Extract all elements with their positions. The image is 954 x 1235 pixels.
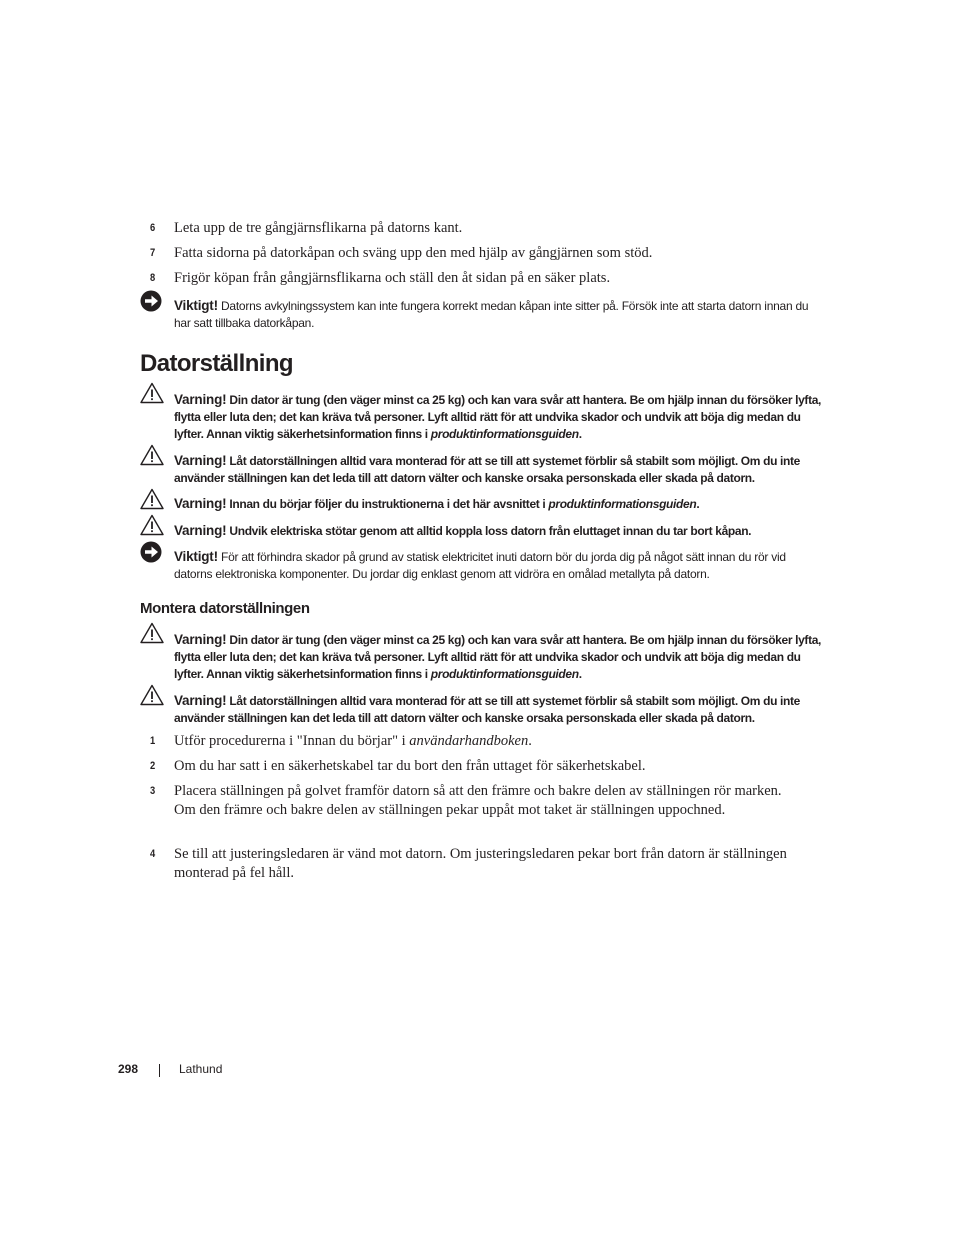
notice-body: För att förhindra skador på grund av statisk elektricitet inuti datorn bör du jorda dig på något sätt innan du rör vid datorns elektroniska komponenter. Du jordar dig enklast genom att vidröra en omålad metallyta på datorn. — [174, 550, 786, 581]
step-text: Om du har satt i en säkerhetskabel tar du bort den från uttaget för säkerhetskabel. — [174, 758, 646, 774]
notice-lead: Viktigt! — [174, 298, 218, 313]
warning-text — [174, 631, 822, 683]
section-title: Datorställning — [140, 350, 293, 377]
warning-text — [174, 692, 822, 727]
warning-italic-ref: produktinformationsguiden — [548, 497, 697, 511]
warning-text — [174, 495, 822, 513]
warning-triangle-icon — [140, 622, 164, 644]
warning-triangle-icon — [140, 514, 164, 536]
warning-lead: Varning! — [174, 693, 227, 708]
step-number: 1 — [150, 735, 156, 747]
step-number: 7 — [150, 247, 156, 259]
notice-icon — [140, 541, 164, 563]
warning-triangle-icon — [140, 488, 164, 510]
warning-text — [174, 452, 822, 487]
warning-italic-ref: produktinformationsguiden — [430, 667, 579, 681]
notice-lead: Viktigt! — [174, 549, 218, 564]
step-text: Fatta sidorna på datorkåpan och sväng upp den med hjälp av gångjärnen som stöd. — [174, 245, 653, 261]
notice-text — [174, 548, 822, 583]
warning-body: Låt datorställningen alltid vara monterad för att se till att systemet förblir så stabilt som möjligt. Om du inte använder ställningen kan det leda till att datorn välter och kanske orsaka personskada eller skada på datorn. — [174, 694, 800, 725]
step-number: 2 — [150, 760, 156, 772]
warning-lead: Varning! — [174, 523, 227, 538]
step-text: Placera ställningen på golvet framför datorn så att den främre och bakre delen av ställningen rör marken. Om den främre och bakre delen av ställningen pekar uppåt mot taket är ställningen uppochned. — [174, 783, 782, 818]
step-number: 6 — [150, 222, 156, 234]
notice-body: Datorns avkylningssystem kan inte fungera korrekt medan kåpan inte sitter på. Försök inte att starta datorn innan du har satt tillbaka datorkåpan. — [174, 299, 809, 330]
footer-divider — [159, 1064, 160, 1077]
warning-tail: . — [696, 497, 700, 511]
subsection-title: Montera datorställningen — [140, 600, 310, 617]
warning-body: Din dator är tung (den väger minst ca 25 kg) och kan vara svår att hantera. Be om hjälp innan du försöker lyfta, flytta eller luta den; det kan kräva två personer. Lyft alltid rätt för att undvika skador och undvik att böja dig medan du lyfter. Annan viktig säkerhetsinformation finns i — [174, 393, 822, 441]
warning-triangle-icon — [140, 382, 164, 404]
warning-body: Din dator är tung (den väger minst ca 25 kg) och kan vara svår att hantera. Be om hjälp innan du försöker lyfta, flytta eller luta den; det kan kräva två personer. Lyft alltid rätt för att undvika skador och undvik att böja dig medan du lyfter. Annan viktig säkerhetsinformation finns i — [174, 633, 822, 681]
warning-lead: Varning! — [174, 496, 227, 511]
step-text: Se till att justeringsledaren är vänd mot datorn. Om justeringsledaren pekar bort från datorn är ställningen monterad på fel håll. — [174, 846, 787, 881]
warning-body: Innan du börjar följer du instruktionerna i det här avsnittet i — [229, 497, 546, 511]
warning-body: Låt datorställningen alltid vara monterad för att se till att systemet förblir så stabilt som möjligt. Om du inte använder ställningen kan det leda till att datorn välter och kanske orsaka personskada eller skada på datorn. — [174, 454, 800, 485]
footer-label: Lathund — [179, 1062, 223, 1076]
notice-icon — [140, 290, 164, 312]
warning-italic-ref: produktinformationsguiden — [430, 427, 579, 441]
step-italic-ref: användarhandboken — [409, 733, 529, 749]
warning-text — [174, 522, 822, 540]
step-number: 8 — [150, 272, 156, 284]
warning-lead: Varning! — [174, 453, 227, 468]
warning-body: Undvik elektriska stötar genom att alltid koppla loss datorn från eluttaget innan du tar bort kåpan. — [229, 524, 752, 538]
step-text: Leta upp de tre gångjärnsflikarna på datorns kant. — [174, 220, 463, 236]
step-tail: . — [528, 733, 532, 749]
warning-text — [174, 391, 822, 443]
step-number: 4 — [150, 848, 156, 860]
notice-text — [174, 297, 822, 332]
page-number: 298 — [118, 1062, 139, 1076]
warning-lead: Varning! — [174, 392, 227, 407]
step-body: Utför procedurerna i "Innan du börjar" i — [174, 733, 406, 749]
warning-triangle-icon — [140, 684, 164, 706]
step-text — [174, 732, 794, 751]
step-text: Frigör köpan från gångjärnsflikarna och ställ den åt sidan på en säker plats. — [174, 270, 611, 286]
warning-lead: Varning! — [174, 632, 227, 647]
step-number: 3 — [150, 785, 156, 797]
warning-triangle-icon — [140, 444, 164, 466]
warning-tail: . — [578, 667, 582, 681]
warning-tail: . — [578, 427, 582, 441]
